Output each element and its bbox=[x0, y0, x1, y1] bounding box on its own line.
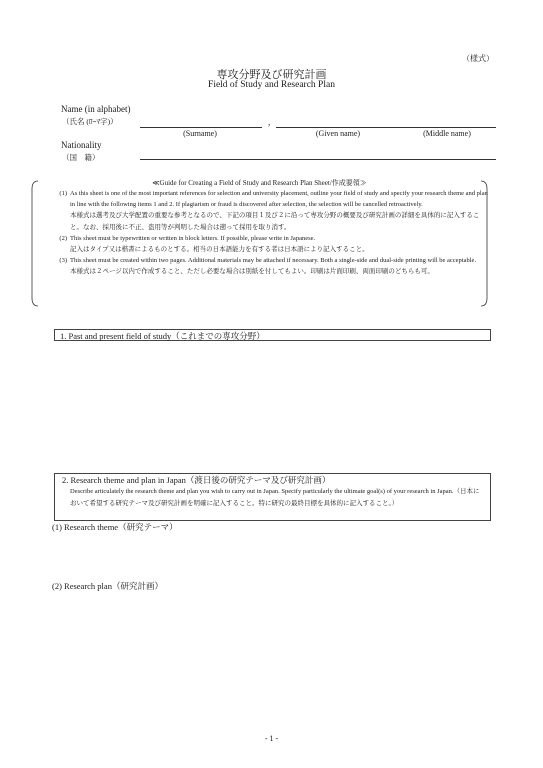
title-english: Field of Study and Research Plan bbox=[208, 80, 335, 90]
form-style-label: （様式） bbox=[462, 54, 494, 63]
research-plan-answer-area[interactable] bbox=[52, 593, 492, 728]
page-number: - 1 - bbox=[264, 734, 279, 743]
guide-item bbox=[30, 188, 489, 210]
guide-item-english: This sheet must be created within two pages. Additional materials may be attached if necessary. Both a single-side and dual-side printing will be acceptable. bbox=[70, 257, 477, 265]
surname-field[interactable] bbox=[140, 127, 262, 128]
guide-item-number: (2) bbox=[59, 234, 67, 242]
name-sublabel: （氏名 (ﾛｰﾏ字)） bbox=[62, 117, 118, 126]
guide-item-japanese: 記入はタイプ又は楷書によるものとする。相当の日本語能力を有する者は日本語により記入すること。 bbox=[70, 246, 369, 254]
name-label: Name (in alphabet) bbox=[61, 104, 131, 114]
guide-item-number: (1) bbox=[59, 190, 67, 197]
guide-item bbox=[30, 255, 489, 266]
guide-item-english: This sheet must be typewritten or written in block letters. If possible, please write in Japanese. bbox=[70, 234, 316, 242]
given-name-caption: (Given name) bbox=[315, 129, 361, 138]
nationality-sublabel: （国 籍） bbox=[62, 153, 100, 162]
nationality-field[interactable] bbox=[140, 159, 496, 160]
guide-item-english: As this sheet is one of the most important references for selection and university placement, outline your field of study and specify your research theme and plan in line with the following items 1 and 2. If plagiarism or fraud is discovered after selection, the selection will be cancelled retroactively. bbox=[70, 190, 488, 209]
guide-item-japanese: 本様式は選考及び大学配置の重要な参考となるので、下記の項目１及び２に沿って専攻分野の概要及び研究計画の詳細を具体的に記入すること。なお、採用後に不正、盗用等が判明した場合は遡って採用を取り消す。 bbox=[70, 212, 480, 231]
research-theme-answer-area[interactable] bbox=[52, 534, 492, 578]
section-1-header: 1. Past and present field of study（これまでの専攻分野） bbox=[54, 329, 491, 341]
section-2-desc bbox=[62, 486, 490, 509]
guide-item bbox=[30, 233, 489, 244]
given-middle-name-field[interactable] bbox=[276, 127, 496, 128]
section-2-title: 2. Research theme and plan in Japan（渡日後の研究テーマ及び研究計画） bbox=[62, 475, 331, 485]
section-2-box bbox=[54, 473, 491, 521]
middle-name-caption: (Middle name) bbox=[423, 129, 471, 138]
guide-item-number: (3) bbox=[59, 257, 67, 265]
title-japanese: 専攻分野及び研究計画 bbox=[216, 69, 327, 81]
guide-title: ≪Guide for Creating a Field of Study and Research Plan Sheet/作成要領≫ bbox=[152, 179, 367, 187]
guide-item-japanese: 本様式は２ページ以内で作成すること、ただし必要な場合は別紙を付してもよい。印刷は片面印刷、両面印刷のどちらも可。 bbox=[70, 268, 434, 276]
guide-block bbox=[30, 178, 489, 310]
nationality-label: Nationality bbox=[61, 140, 102, 150]
research-plan-label: (2) Research plan（研究計画） bbox=[52, 581, 163, 591]
section-1-answer-area[interactable] bbox=[54, 343, 491, 469]
section-2-desc-japanese: （日本において希望する研究テーマ及び研究計画を明確に記入すること。特に研究の最終目標を具体的に記入すること。） bbox=[70, 488, 480, 507]
section-2-desc-english: Describe articulately the research theme and plan you wish to carry out in Japan. Specify particularly the ultimate goal(s) of your research in Japan. bbox=[70, 488, 454, 495]
surname-caption: (Surname) bbox=[183, 129, 217, 138]
guide-items bbox=[30, 188, 489, 278]
research-theme-label: (1) Research theme（研究テーマ） bbox=[52, 522, 178, 532]
name-comma: , bbox=[268, 117, 271, 127]
